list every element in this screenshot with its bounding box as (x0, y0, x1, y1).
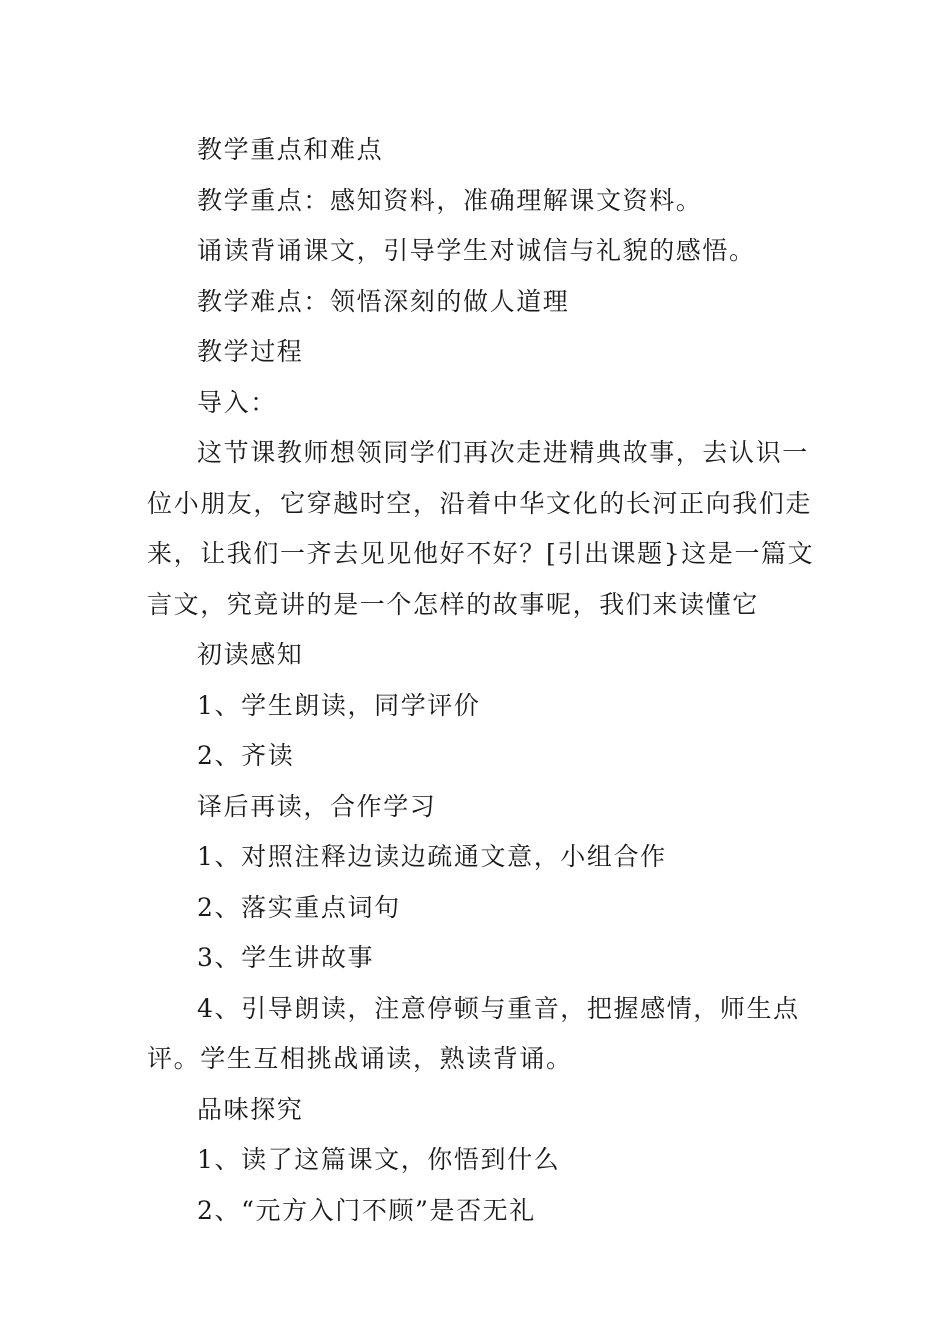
document-body (147, 125, 827, 1236)
paragraph: 诵读背诵课文，引导学生对诚信与礼貌的感悟。 (197, 236, 756, 265)
list-item: 4、引导朗读，注意停顿与重音，把握感情，师生点评。学生互相挑战诵读，熟读背诵。 (147, 993, 800, 1073)
list-item: 2、落实重点词句 (197, 892, 401, 922)
section-heading: 译后再读，合作学习 (197, 791, 437, 821)
list-item: 3、学生讲故事 (197, 943, 375, 972)
list-item: 2、“元方入门不顾”是否无礼 (197, 1195, 536, 1225)
list-item: 1、读了这篇课文，你悟到什么 (197, 1145, 561, 1174)
section-heading: 导入： (197, 387, 277, 417)
paragraph: 这节课教师想领同学们再次走进精典故事，去认识一位小朋友，它穿越时空，沿着中华文化的长河正向我们走来，让我们一齐去见见他好不好？[引出课题}这是一篇文言文，究竟讲的是一个怎样的故事呢，我们来读懂它 (147, 438, 815, 619)
section-heading: 教学重点和难点 (197, 135, 384, 164)
section-heading: 品味探究 (197, 1094, 304, 1124)
list-item: 2、齐读 (197, 741, 295, 770)
section-heading: 初读感知 (197, 640, 304, 669)
list-item: 1、学生朗读，同学评价 (197, 690, 481, 720)
list-item: 1、对照注释边读边疏通文意，小组合作 (197, 842, 667, 871)
paragraph: 教学难点：领悟深刻的做人道理 (197, 286, 570, 316)
paragraph: 教学重点：感知资料，准确理解课文资料。 (197, 185, 703, 215)
section-heading: 教学过程 (197, 337, 304, 366)
